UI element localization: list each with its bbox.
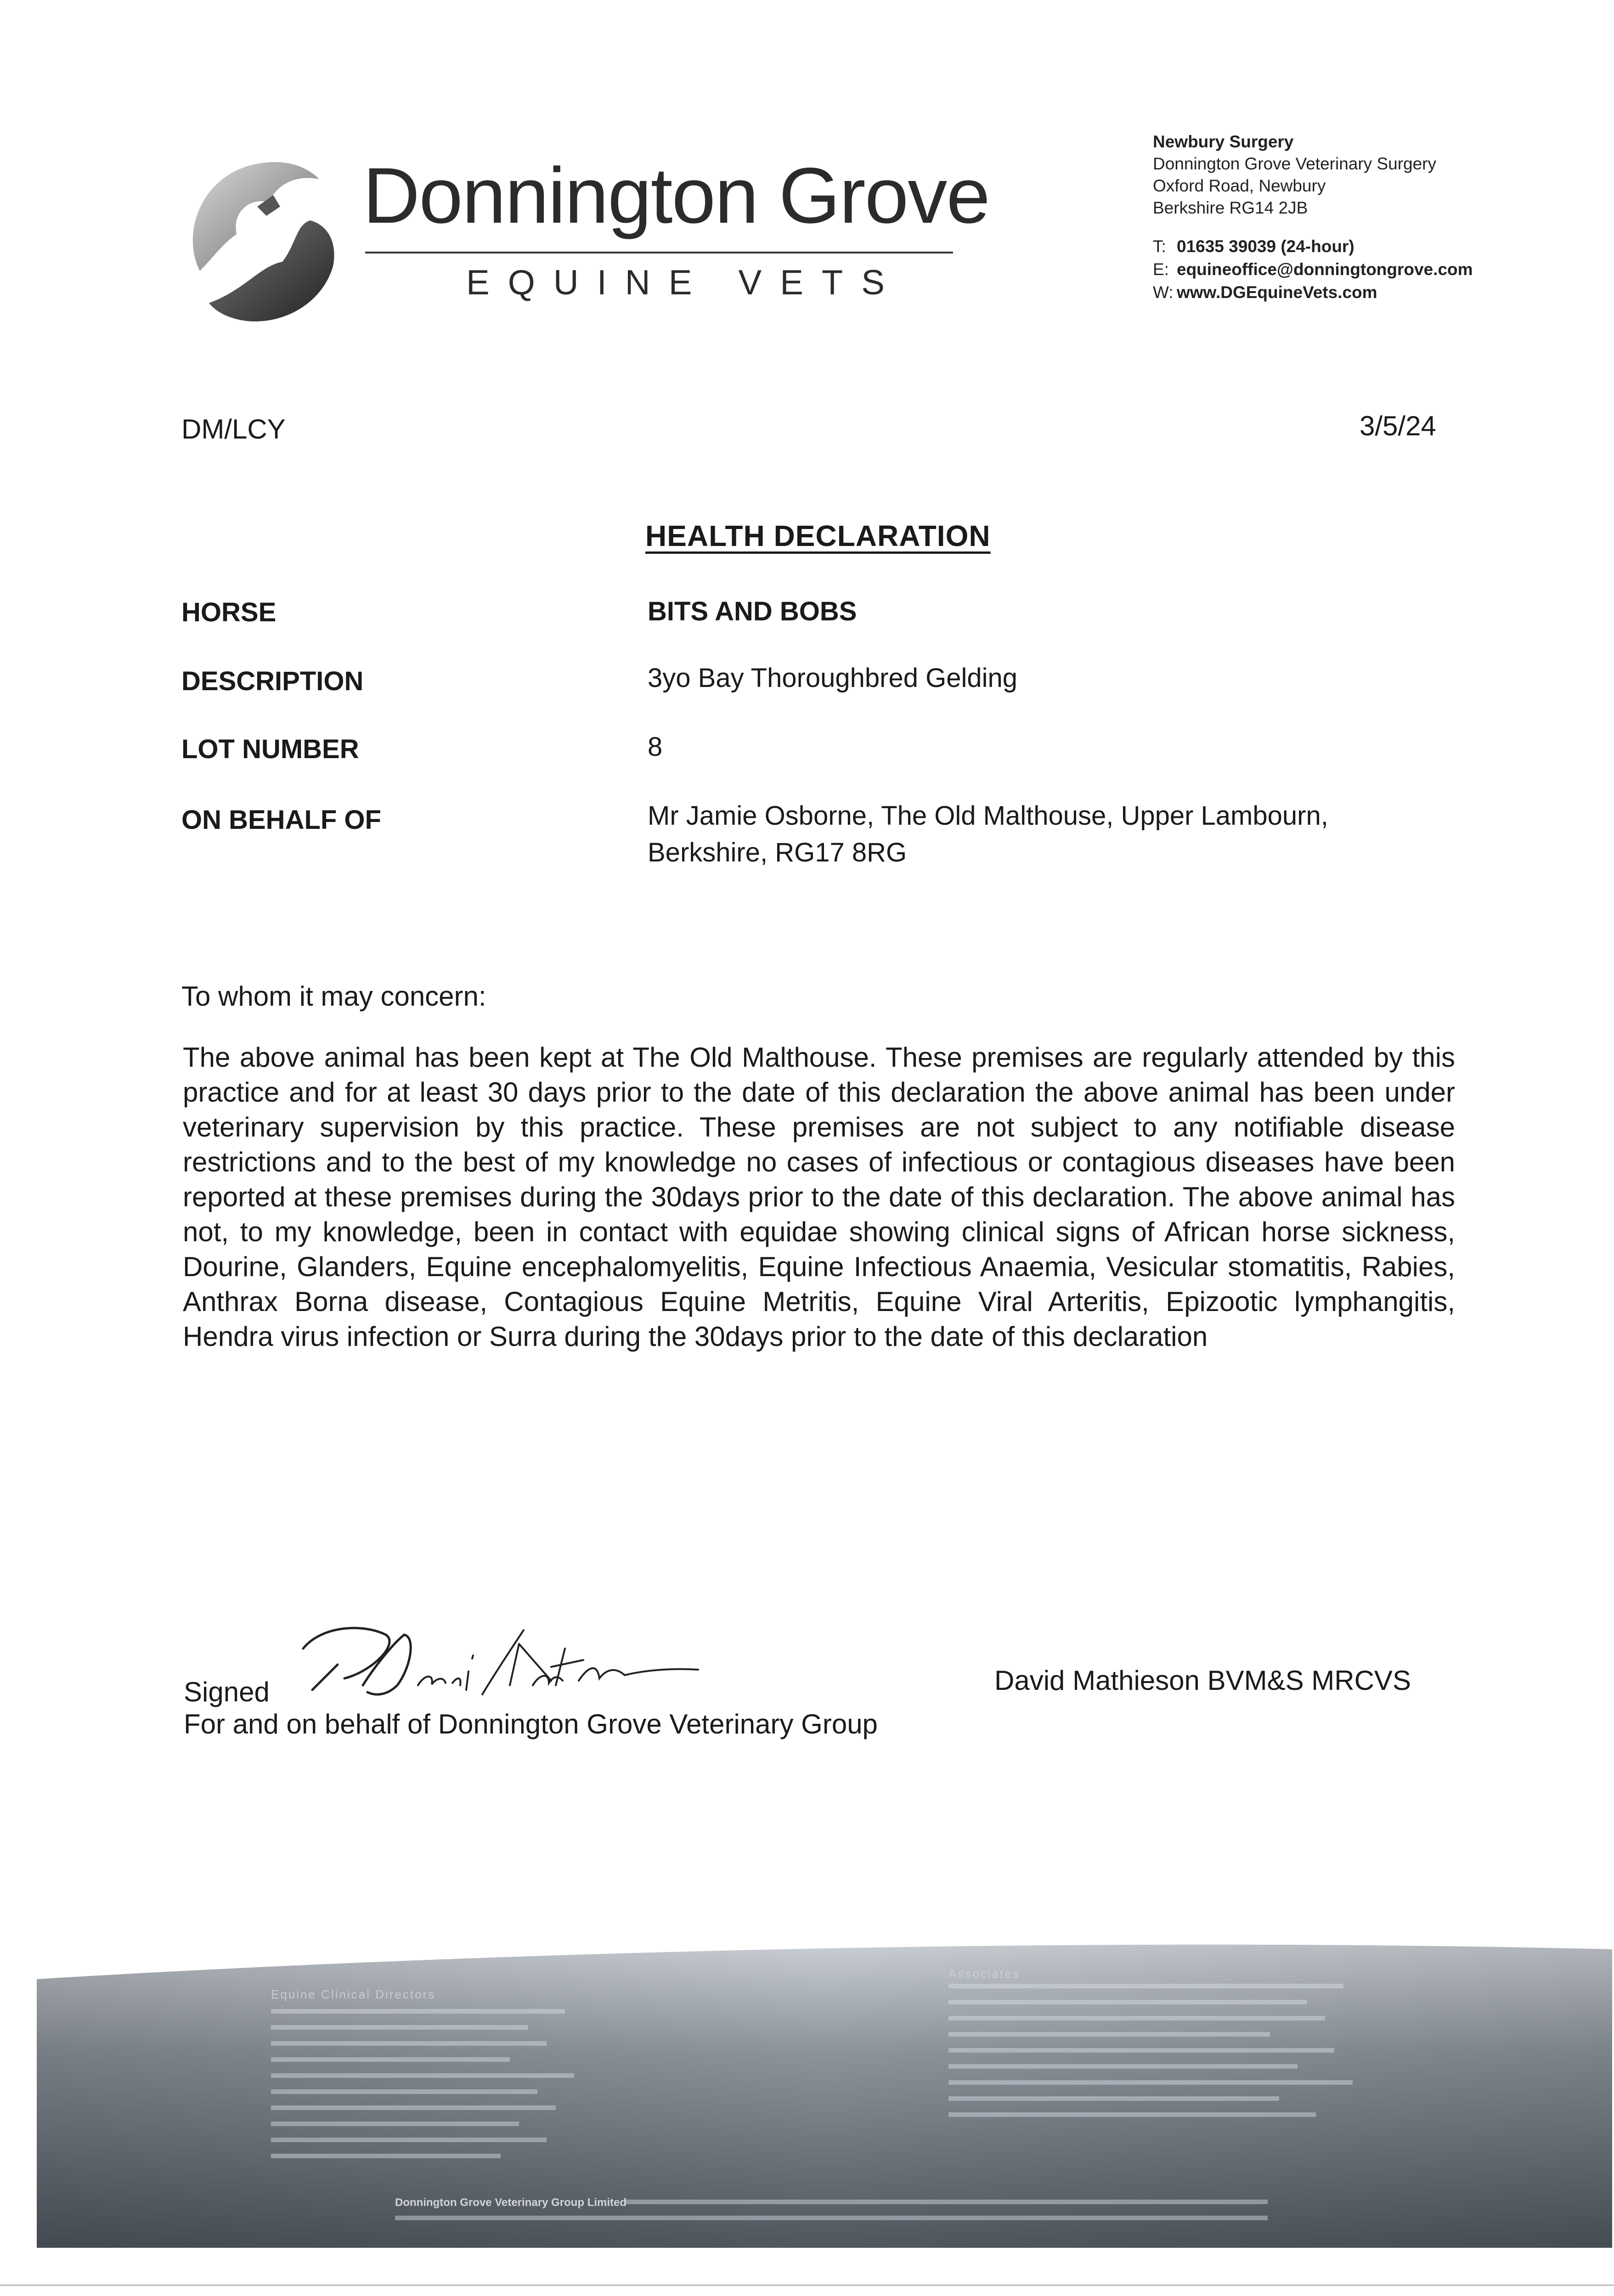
on-behalf-statement: For and on behalf of Donnington Grove Veterinary Group: [184, 1709, 878, 1739]
footer-text-line: [625, 2200, 1268, 2204]
footer-text-line: [948, 2032, 1270, 2037]
address-line-1: Donnington Grove Veterinary Surgery: [1153, 154, 1437, 173]
footer-text-line: [271, 2025, 528, 2030]
email-line: [1153, 261, 1473, 278]
field-label-on-behalf: ON BEHALF OF: [181, 805, 381, 835]
field-value-lot-number: 8: [648, 732, 663, 762]
signature-icon: [294, 1616, 707, 1713]
footer-directors-heading: Equine Clinical Directors: [271, 1987, 436, 2001]
footer-text-line: [271, 2041, 547, 2046]
address-line-3: Berkshire RG14 2JB: [1153, 198, 1308, 217]
footer-text-line: [395, 2216, 1268, 2220]
salutation: To whom it may concern:: [181, 981, 486, 1012]
footer-text-line: [271, 2089, 537, 2094]
document-title: HEALTH DECLARATION: [645, 519, 991, 552]
logo-icon: [181, 152, 347, 326]
phone-line: [1153, 238, 1354, 255]
field-label-horse: HORSE: [181, 597, 277, 627]
web-prefix: W:: [1153, 283, 1174, 302]
declaration-body: The above animal has been kept at The Old Malthouse. These premises are regularly attended by this practice and for at least 30 days prior to the date of this declaration the above animal has been under veterinary supervision by this practice. These premises are not subject to any notifiable disease restrictions and to the best of my knowledge no cases of infectious or contagious diseases have been reported at these premises during the 30days prior to the date of this declaration. The above animal has not, to my knowledge, been in contact with equidae showing clinical signs of African horse sickness, Dourine, Glanders, Equine encephalomyelitis, Equine Infectious Anaemia, Vesicular stomatitis, Rabies, Anthrax Borna disease, Contagious Equine Metritis, Equine Viral Arteritis, Epizootic lymphangitis, Hendra virus infection or Surra during the 30days prior to the date of this declaration: [183, 1042, 1455, 1352]
footer-text-line: [948, 2112, 1316, 2117]
email-prefix: E:: [1153, 260, 1169, 279]
brand-subtitle: EQUINE VETS: [466, 263, 903, 302]
brand-name: Donnington Grove: [363, 152, 989, 240]
footer-text-line: [271, 2009, 565, 2014]
field-value-description: 3yo Bay Thoroughbred Gelding: [648, 663, 1018, 693]
signatory-name: David Mathieson BVM&S MRCVS: [994, 1665, 1411, 1696]
field-value-on-behalf-line-1: Mr Jamie Osborne, The Old Malthouse, Upper Lambourn,: [648, 801, 1328, 831]
footer-text-line: [948, 2016, 1325, 2020]
footer-text-line: [948, 2048, 1334, 2053]
footer-text-line: [271, 2073, 574, 2078]
web-line: [1153, 284, 1377, 301]
brand-divider: [365, 252, 953, 253]
reference: DM/LCY: [181, 414, 286, 445]
address-line-2: Oxford Road, Newbury: [1153, 176, 1326, 195]
email-address: equineoffice@donningtongrove.com: [1177, 260, 1473, 279]
field-value-horse: BITS AND BOBS: [648, 597, 857, 626]
footer-text-line: [271, 2138, 547, 2142]
footer-text-line: [948, 2064, 1298, 2069]
field-label-description: DESCRIPTION: [181, 666, 364, 696]
page-bottom-edge: [0, 2285, 1614, 2286]
footer-text-line: [271, 2105, 556, 2110]
footer-text-line: [948, 2080, 1353, 2085]
web-address: www.DGEquineVets.com: [1177, 283, 1377, 302]
field-value-on-behalf-line-2: Berkshire, RG17 8RG: [648, 838, 907, 867]
signed-label: Signed: [184, 1677, 270, 1707]
footer-text-line: [948, 1984, 1343, 1988]
footer-company-name: Donnington Grove Veterinary Group Limited: [395, 2196, 627, 2209]
footer-text-line: [948, 2096, 1279, 2101]
surgery-name: Newbury Surgery: [1153, 132, 1294, 151]
footer-text-line: [271, 2154, 501, 2158]
phone-prefix: T:: [1153, 237, 1166, 256]
footer-text-line: [948, 2000, 1307, 2004]
field-label-lot-number: LOT NUMBER: [181, 734, 359, 764]
phone-number: 01635 39039 (24-hour): [1177, 237, 1354, 256]
footer-associates-heading: Associates: [948, 1967, 1020, 1981]
footer-text-line: [271, 2057, 510, 2062]
date: 3/5/24: [1360, 411, 1436, 441]
footer-text-line: [271, 2122, 519, 2126]
